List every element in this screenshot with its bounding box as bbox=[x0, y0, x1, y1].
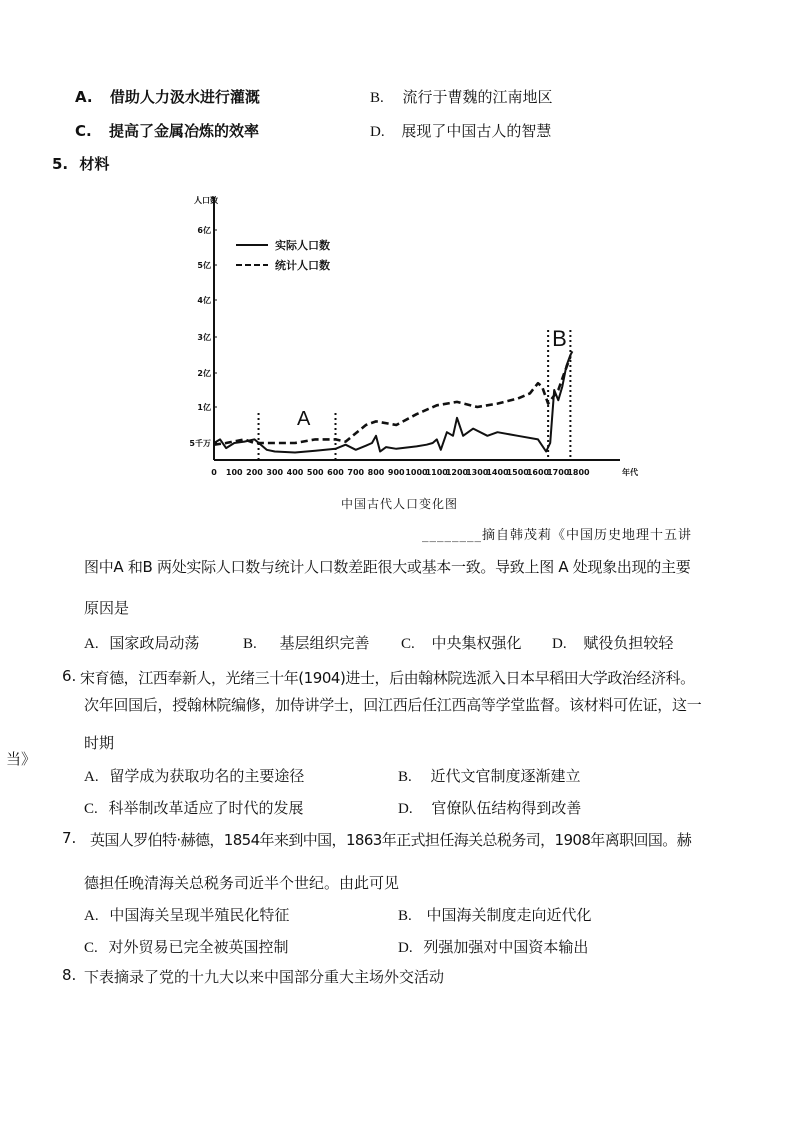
q6-line3: 时期 bbox=[84, 734, 115, 752]
x-tick-label: 0 bbox=[211, 468, 217, 477]
y-axis-label: 人口数 bbox=[194, 196, 218, 205]
option-letter: A. bbox=[84, 908, 99, 924]
q5-option-d bbox=[552, 632, 673, 653]
option-text: 基层组织完善 bbox=[279, 634, 370, 652]
option-letter: C. bbox=[84, 940, 98, 956]
q6-line2: 次年回国后，授翰林院编修，加侍讲学士，回江西后任江西高等学堂监督。该材料可佐证，这一 bbox=[84, 696, 702, 714]
x-tick-label: 1300 bbox=[466, 468, 489, 477]
q7-option-d bbox=[398, 936, 588, 957]
q6-option-a bbox=[84, 765, 304, 786]
option-letter: D. bbox=[552, 636, 567, 652]
option-text: 列强加强对中国资本输出 bbox=[423, 938, 589, 956]
chart-ticks bbox=[189, 225, 590, 477]
q6-margin-mark: 当》 bbox=[6, 750, 37, 768]
option-text: 提高了金属冶炼的效率 bbox=[108, 122, 259, 140]
q6-number: 6. bbox=[62, 667, 77, 685]
q4-option-a bbox=[75, 86, 260, 107]
chart-axes bbox=[194, 195, 639, 477]
option-text: 中国海关制度走向近代化 bbox=[426, 906, 592, 924]
option-text: 官僚队伍结构得到改善 bbox=[431, 799, 582, 817]
x-tick-label: 700 bbox=[347, 468, 365, 477]
option-letter: D. bbox=[370, 124, 385, 140]
q6-line1: 宋育德，江西奉新人，光绪三十年(1904)进士，后由翰林院选派入日本早稻田大学政治经济科。 bbox=[80, 669, 695, 687]
y-tick-label: 3亿 bbox=[197, 333, 211, 342]
option-letter: B. bbox=[243, 636, 257, 652]
x-tick-label: 200 bbox=[246, 468, 263, 477]
annotation-b: B bbox=[552, 326, 567, 351]
q6-option-c bbox=[84, 797, 304, 818]
question-number: 5. bbox=[52, 155, 69, 173]
q7-option-b bbox=[398, 904, 592, 925]
chart-caption: 中国古代人口变化图 bbox=[341, 497, 459, 511]
q4-option-d bbox=[370, 120, 551, 141]
chart-source: ________摘自韩茂莉《中国历史地理十五讲 bbox=[422, 528, 693, 543]
option-letter: D. bbox=[398, 940, 413, 956]
option-text: 中央集权强化 bbox=[431, 634, 522, 652]
option-letter: A. bbox=[84, 636, 99, 652]
option-letter: B. bbox=[398, 908, 412, 924]
x-tick-label: 300 bbox=[266, 468, 284, 477]
y-tick-label: 1亿 bbox=[197, 403, 211, 412]
legend-label: 统计人口数 bbox=[275, 259, 330, 272]
option-letter: D. bbox=[398, 801, 413, 817]
y-tick-label: 5亿 bbox=[197, 261, 211, 270]
x-tick-label: 1200 bbox=[445, 468, 469, 477]
q8-text: 下表摘录了党的十九大以来中国部分重大主场外交活动 bbox=[84, 968, 445, 986]
q7-line1: 英国人罗伯特·赫德，1854年来到中国，1863年正式担任海关总税务司，1908年离职回国。赫 bbox=[90, 831, 692, 849]
option-text: 中国海关呈现半殖民化特征 bbox=[109, 906, 290, 924]
q5-option-b bbox=[243, 632, 370, 653]
x-tick-label: 1700 bbox=[547, 468, 570, 477]
option-letter: C. bbox=[75, 122, 92, 140]
q8-number: 8. bbox=[62, 966, 77, 984]
x-tick-label: 600 bbox=[327, 468, 344, 477]
q5-option-a bbox=[84, 632, 199, 653]
legend-label: 实际人口数 bbox=[275, 239, 330, 252]
q5-stem-line2: 原因是 bbox=[84, 599, 130, 617]
x-tick-label: 500 bbox=[306, 468, 324, 477]
series-line-2 bbox=[214, 357, 570, 445]
x-tick-label: 100 bbox=[225, 468, 243, 477]
option-text: 近代文官制度逐渐建立 bbox=[430, 767, 581, 785]
q6-option-b bbox=[398, 765, 581, 786]
x-axis-label: 年代 bbox=[622, 468, 638, 477]
annotation-a: A bbox=[297, 408, 311, 430]
x-tick-label: 900 bbox=[387, 468, 405, 477]
x-tick-label: 800 bbox=[367, 468, 385, 477]
x-tick-label: 1600 bbox=[526, 468, 550, 477]
population-chart bbox=[180, 185, 650, 485]
option-text: 借助人力汲水进行灌溉 bbox=[109, 88, 260, 106]
x-tick-label: 400 bbox=[286, 468, 304, 477]
chart-legend bbox=[236, 238, 330, 272]
y-tick-label: 6亿 bbox=[197, 226, 211, 235]
chart-series bbox=[214, 330, 572, 460]
chart-annotations bbox=[297, 326, 567, 430]
option-text: 科举制改革适应了时代的发展 bbox=[108, 799, 304, 817]
option-letter: C. bbox=[84, 801, 98, 817]
option-letter: A. bbox=[84, 769, 99, 785]
q5-stem-line1: 图中A 和B 两处实际人口数与统计人口数差距很大或基本一致。导致上图 A 处现象出现的主要 bbox=[84, 558, 691, 576]
question-label: 材料 bbox=[79, 155, 110, 173]
option-text: 展现了中国古人的智慧 bbox=[401, 122, 552, 140]
option-text: 流行于曹魏的江南地区 bbox=[402, 88, 553, 106]
option-letter: C. bbox=[401, 636, 415, 652]
x-tick-label: 1000 bbox=[405, 468, 428, 477]
x-tick-label: 1400 bbox=[486, 468, 509, 477]
q6-option-d bbox=[398, 797, 581, 818]
option-text: 国家政局动荡 bbox=[109, 634, 200, 652]
option-text: 对外贸易已完全被英国控制 bbox=[108, 938, 289, 956]
x-tick-label: 1800 bbox=[567, 468, 590, 477]
y-tick-label: 2亿 bbox=[197, 369, 211, 378]
q7-option-a bbox=[84, 904, 289, 925]
x-tick-label: 1500 bbox=[506, 468, 529, 477]
option-letter: B. bbox=[370, 90, 384, 106]
q5-option-c bbox=[401, 632, 522, 653]
option-letter: A. bbox=[75, 88, 93, 106]
option-text: 留学成为获取功名的主要途径 bbox=[109, 767, 305, 785]
q7-option-c bbox=[84, 936, 289, 957]
q4-option-c bbox=[75, 120, 259, 141]
q5-header bbox=[52, 153, 109, 174]
q4-option-b bbox=[370, 86, 553, 107]
series-line-1 bbox=[214, 351, 572, 452]
option-text: 赋役负担较轻 bbox=[583, 634, 674, 652]
option-letter: B. bbox=[398, 769, 412, 785]
q7-line2: 德担任晚清海关总税务司近半个世纪。由此可见 bbox=[84, 874, 400, 892]
q7-number: 7. bbox=[62, 829, 77, 847]
y-tick-label: 5千万 bbox=[189, 439, 211, 448]
x-tick-label: 1100 bbox=[425, 468, 448, 477]
y-tick-label: 4亿 bbox=[197, 296, 211, 305]
